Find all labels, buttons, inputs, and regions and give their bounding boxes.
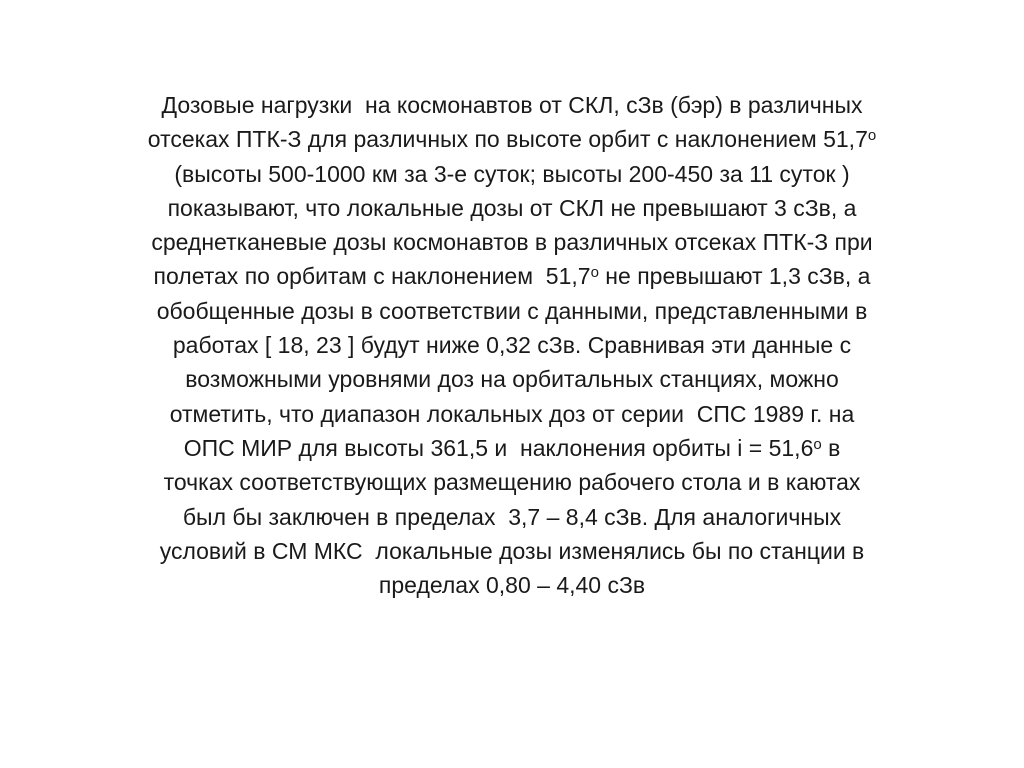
text-line-11 — [60, 431, 964, 465]
text-line-15: пределах 0,80 – 4,40 сЗв — [378, 572, 646, 599]
degree-mark: о — [867, 127, 877, 145]
text-line-4: показывают, что локальные дозы от СКЛ не превышают 3 сЗв, а — [167, 194, 857, 221]
text-line-10: отметить, что диапазон локальных доз от серии СПС 1989 г. на — [169, 400, 855, 427]
text-line-14: условий в СМ МКС локальные дозы изменялись бы по станции в — [159, 537, 865, 564]
text-line-3: (высоты 500-1000 км за 3-е суток; высоты 200-450 за 11 суток ) — [174, 160, 850, 187]
text-line-6-tail: не превышают 1,3 сЗв, а — [598, 263, 871, 290]
text-line-2 — [60, 122, 964, 156]
text-line-1: Дозовые нагрузки на космонавтов от СКЛ, сЗв (бэр) в различных — [161, 92, 863, 118]
text-line-2-main: отсеках ПТК-З для различных по высоте орбит с наклонением 51,7 — [147, 126, 868, 153]
degree-mark: о — [590, 264, 599, 282]
degree-mark: о — [813, 435, 822, 453]
body-text — [60, 88, 964, 602]
text-line-11-main: ОПС МИР для высоты 361,5 и наклонения орбиты i = 51,6 — [183, 434, 814, 461]
text-line-9: возможными уровнями доз на орбитальных станциях, можно — [185, 366, 839, 393]
text-line-6 — [60, 259, 964, 293]
text-line-8: работах [ 18, 23 ] будут ниже 0,32 сЗв. Сравнивая эти данные с — [172, 332, 852, 359]
text-line-7: обобщенные дозы в соответствии с данными, представленными в — [156, 297, 868, 324]
text-line-13: был бы заключен в пределах 3,7 – 8,4 сЗв. Для аналогичных — [182, 503, 842, 530]
text-line-11-tail: в — [821, 434, 841, 461]
text-line-5: среднетканевые дозы космонавтов в различных отсеках ПТК-З при — [151, 229, 873, 256]
text-line-6-main: полетах по орбитам с наклонением 51,7 — [153, 263, 591, 290]
text-line-12: точках соответствующих размещению рабочего стола и в каютах — [163, 469, 861, 496]
